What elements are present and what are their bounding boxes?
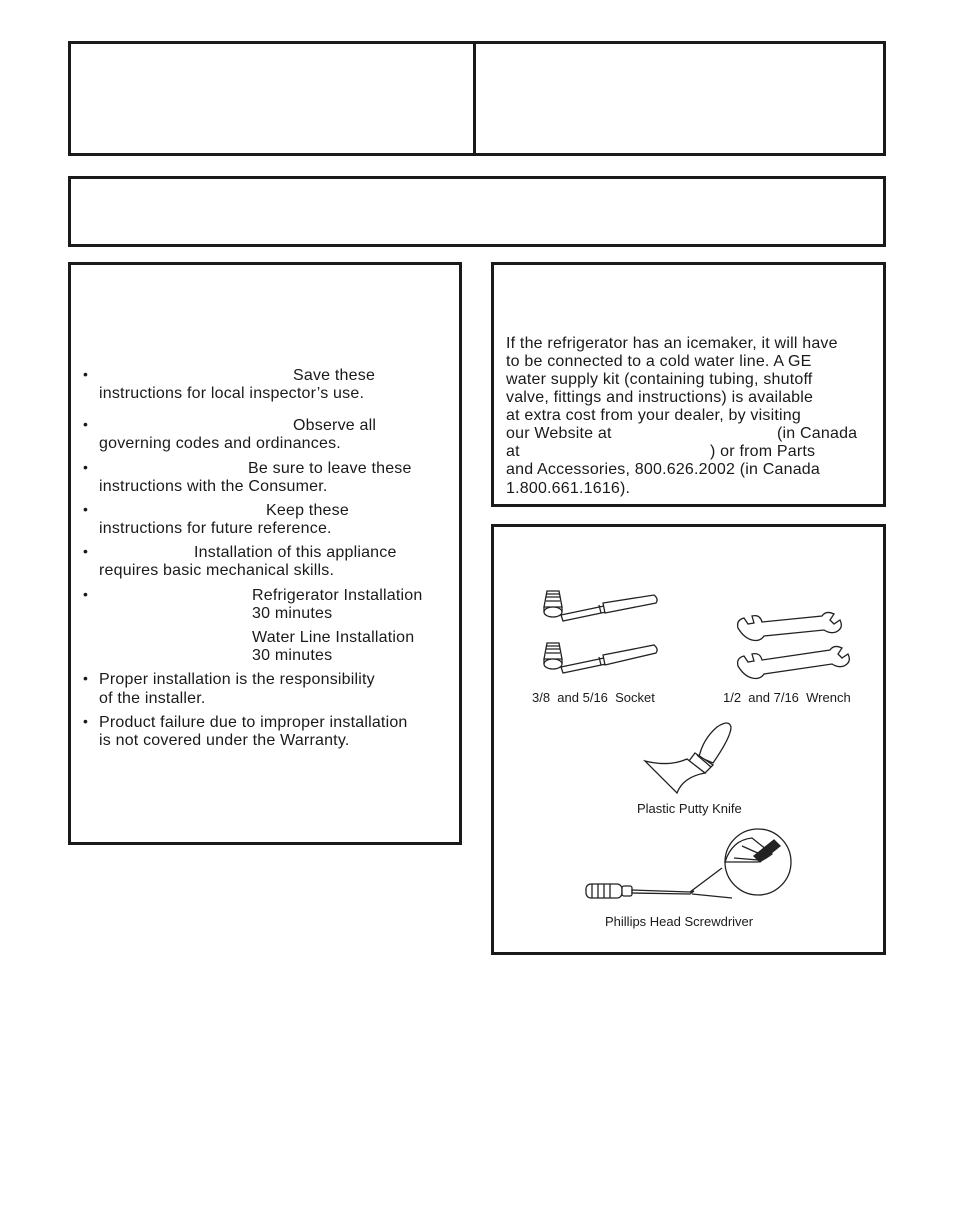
water-line-4: valve, fittings and instructions) is available xyxy=(506,389,814,406)
requirements-panel xyxy=(68,262,462,845)
tools-panel xyxy=(491,524,886,955)
req-6-line-4: 30 minutes xyxy=(252,647,333,664)
req-8-line-1: Product failure due to improper installation xyxy=(99,714,408,731)
req-3-line-2: instructions with the Consumer. xyxy=(99,478,328,495)
socket-icon xyxy=(539,589,669,689)
req-5-line-2: requires basic mechanical skills. xyxy=(99,562,335,579)
req-2-line-2: governing codes and ordinances. xyxy=(99,435,341,452)
water-line-1: If the refrigerator has an icemaker, it will have xyxy=(506,335,838,352)
req-2-line-1: Observe all xyxy=(293,417,377,434)
req-1-line-1: Save these xyxy=(293,367,376,384)
screwdriver-caption: Phillips Head Screwdriver xyxy=(605,914,754,929)
req-7-line-1: Proper installation is the responsibility xyxy=(99,671,375,688)
bullet-1: • xyxy=(83,366,88,382)
socket-caption: 3/8 and 5/16 Socket xyxy=(532,690,655,705)
wrench-caption: 1/2 and 7/16 Wrench xyxy=(723,690,851,705)
water-supply-panel xyxy=(491,262,886,507)
water-line-7b: ) or from Parts xyxy=(710,443,816,460)
req-5-line-1: Installation of this appliance xyxy=(194,544,397,561)
water-line-5: at extra cost from your dealer, by visiting xyxy=(506,407,801,424)
wrench-icon xyxy=(734,612,854,682)
water-line-6: our Website at xyxy=(506,425,612,442)
req-1-line-2: instructions for local inspector’s use. xyxy=(99,385,365,402)
water-line-7: at xyxy=(506,443,520,460)
req-6-line-1: Refrigerator Installation xyxy=(252,587,423,604)
req-7-line-2: of the installer. xyxy=(99,690,206,707)
water-line-9: 1.800.661.1616). xyxy=(506,480,631,497)
req-4-line-1: Keep these xyxy=(266,502,349,519)
req-6-line-2: 30 minutes xyxy=(252,605,333,622)
req-3-line-1: Be sure to leave these xyxy=(248,460,412,477)
screwdriver-icon xyxy=(582,832,802,907)
putty-knife-caption: Plastic Putty Knife xyxy=(637,801,742,816)
req-4-line-2: instructions for future reference. xyxy=(99,520,332,537)
bullet-8: • xyxy=(83,713,88,729)
water-line-6b: (in Canada xyxy=(777,425,858,442)
title-banner-box xyxy=(68,176,886,247)
req-8-line-2: is not covered under the Warranty. xyxy=(99,732,350,749)
header-box-right xyxy=(473,41,886,156)
water-line-8: and Accessories, 800.626.2002 (in Canada xyxy=(506,461,820,478)
bullet-7: • xyxy=(83,670,88,686)
putty-knife-icon xyxy=(639,717,739,797)
water-line-3: water supply kit (containing tubing, shutoff xyxy=(506,371,813,388)
bullet-6: • xyxy=(83,586,88,602)
bullet-4: • xyxy=(83,501,88,517)
header-box-left xyxy=(68,41,476,156)
req-6-line-3: Water Line Installation xyxy=(252,629,415,646)
water-line-2: to be connected to a cold water line. A GE xyxy=(506,353,812,370)
bullet-3: • xyxy=(83,459,88,475)
bullet-5: • xyxy=(83,543,88,559)
bullet-2: • xyxy=(83,416,88,432)
